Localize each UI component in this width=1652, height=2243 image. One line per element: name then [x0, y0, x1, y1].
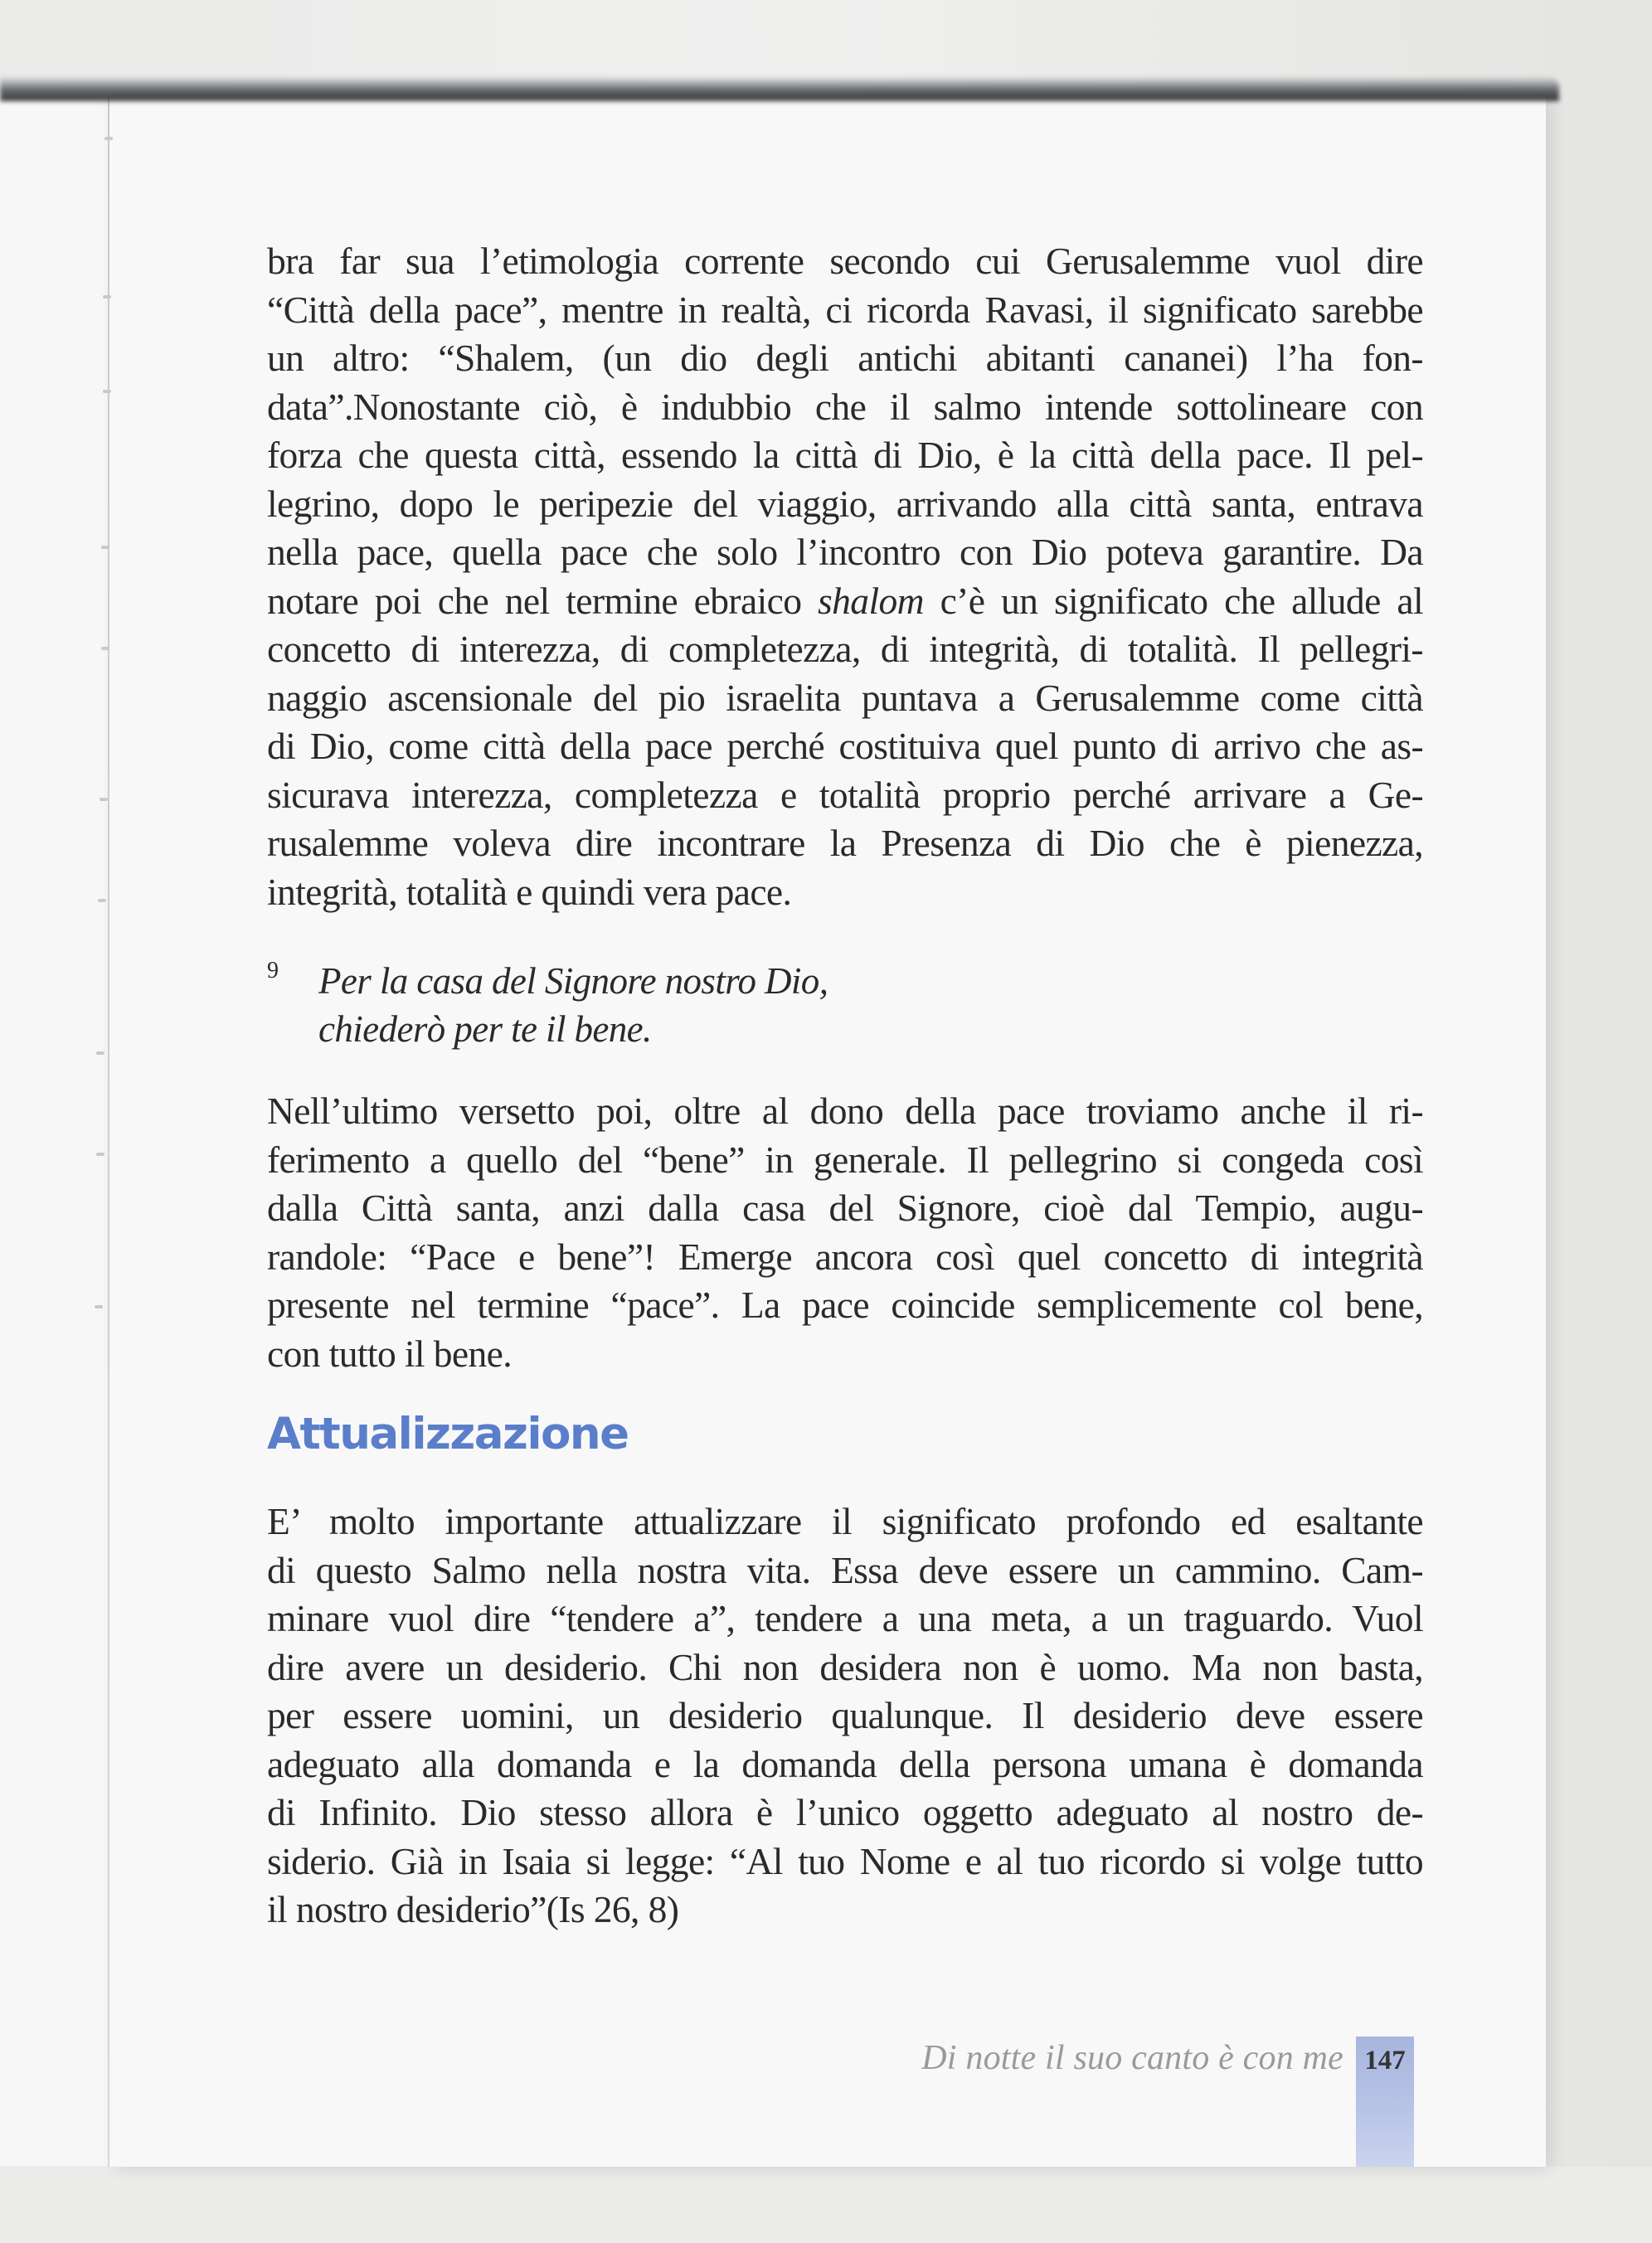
text-line: rusalemme voleva dire incontrare la Presenza di Dio che è pienezza, [267, 822, 1423, 864]
text-line: legrino, dopo le peripezie del viaggio, arrivando alla città santa, entrava [267, 482, 1423, 525]
binding-gutter [108, 96, 109, 2167]
text-line: integrità, totalità e quindi vera pace. [267, 870, 792, 913]
text-line: presente nel termine “pace”. La pace coincide semplicemente col bene, [267, 1284, 1423, 1326]
text-line: siderio. Già in Isaia si legge: “Al tuo Nome e al tuo ricordo si volge tutto [267, 1839, 1423, 1882]
text-fragment: notare poi che nel termine ebraico [267, 579, 819, 622]
text-line: dalla Città santa, anzi dalla casa del Signore, cioè dal Tempio, augu- [267, 1187, 1423, 1229]
text-line: un altro: “Shalem, (un dio degli antichi abitanti cananei) l’ha fon- [267, 337, 1423, 379]
text-line: Nell’ultimo versetto poi, oltre al dono della pace troviamo anche il ri- [267, 1090, 1423, 1132]
text-line: data”.Nonostante ciò, è indubbio che il salmo intende sottolineare con [267, 385, 1423, 428]
text-line: di Infinito. Dio stesso allora è l’unico oggetto adeguato al nostro de- [267, 1791, 1423, 1833]
italic-term-shalom: shalom [818, 579, 924, 622]
page-top-shadow [0, 76, 1559, 101]
page-body [267, 237, 1423, 1935]
text-line: di Dio, come città della pace perché costituiva quel punto di arrivo che as- [267, 725, 1423, 767]
text-line: sicurava interezza, completezza e totalità proprio perché arrivare a Ge- [267, 773, 1423, 816]
text-line: E’ molto importante attualizzare il significato profondo ed esaltante [267, 1500, 1423, 1542]
text-line: “Città della pace”, mentre in realtà, ci ricorda Ravasi, il significato sarebbe [267, 288, 1423, 331]
text-line: adeguato alla domanda e la domanda della persona umana è domanda [267, 1742, 1423, 1785]
page-number: 147 [1364, 2046, 1406, 2076]
text-line: bra far sua l’etimologia corrente secondo cui Gerusalemme vuol dire [267, 240, 1423, 282]
section-paragraph [267, 1498, 1423, 1935]
verse-number: 9 [267, 958, 279, 983]
text-line: ferimento a quello del “bene” in generale. Il pellegrino si congeda così [267, 1138, 1423, 1181]
binding-stitch [103, 295, 111, 299]
previous-page-edge [0, 93, 109, 2166]
binding-stitch [103, 390, 111, 393]
binding-stitch [96, 1051, 104, 1055]
verse-line: chiederò per te il bene. [318, 1008, 652, 1050]
commentary-paragraph [267, 1087, 1423, 1378]
binding-stitch [101, 647, 109, 650]
binding-stitch [101, 546, 109, 549]
text-line: nella pace, quella pace che solo l’incontro con Dio poteva garantire. Da [267, 531, 1423, 573]
binding-stitch [96, 1153, 104, 1156]
section-heading: Attualizzazione [267, 1409, 629, 1459]
text-line: naggio ascensionale del pio israelita puntava a Gerusalemme come città [267, 676, 1423, 719]
text-line: di questo Salmo nella nostra vita. Essa deve essere un cammino. Cam- [267, 1548, 1423, 1591]
binding-stitch [104, 137, 113, 140]
text-line: randole: “Pace e bene”! Emerge ancora così quel concetto di integrità [267, 1235, 1423, 1278]
text-line: per essere uomini, un desiderio qualunque. Il desiderio deve essere [267, 1694, 1423, 1736]
text-line: minare vuol dire “tendere a”, tendere a una meta, a un traguardo. Vuol [267, 1597, 1423, 1639]
text-line: forza che questa città, essendo la città di Dio, è la città della pace. Il pel- [267, 434, 1423, 476]
text-line: il nostro desiderio”(Is 26, 8) [267, 1888, 679, 1930]
text-line-with-italic [267, 577, 1423, 626]
text-fragment: c’è un significato che allude al [923, 579, 1423, 622]
psalm-verse-quote [267, 957, 1423, 1053]
binding-stitch [95, 1305, 103, 1308]
commentary-paragraph [267, 237, 1423, 916]
binding-stitch [98, 899, 106, 902]
text-line: dire avere un desiderio. Chi non desidera non è uomo. Ma non basta, [267, 1645, 1423, 1688]
text-line: concetto di interezza, di completezza, di integrità, di totalità. Il pellegri- [267, 628, 1423, 670]
text-line: con tutto il bene. [267, 1332, 512, 1375]
verse-line: Per la casa del Signore nostro Dio, [318, 960, 828, 1002]
running-title-footer: Di notte il suo canto è con me [921, 2039, 1343, 2077]
scanner-bottom-margin [0, 2167, 1652, 2243]
binding-stitch [100, 798, 108, 801]
